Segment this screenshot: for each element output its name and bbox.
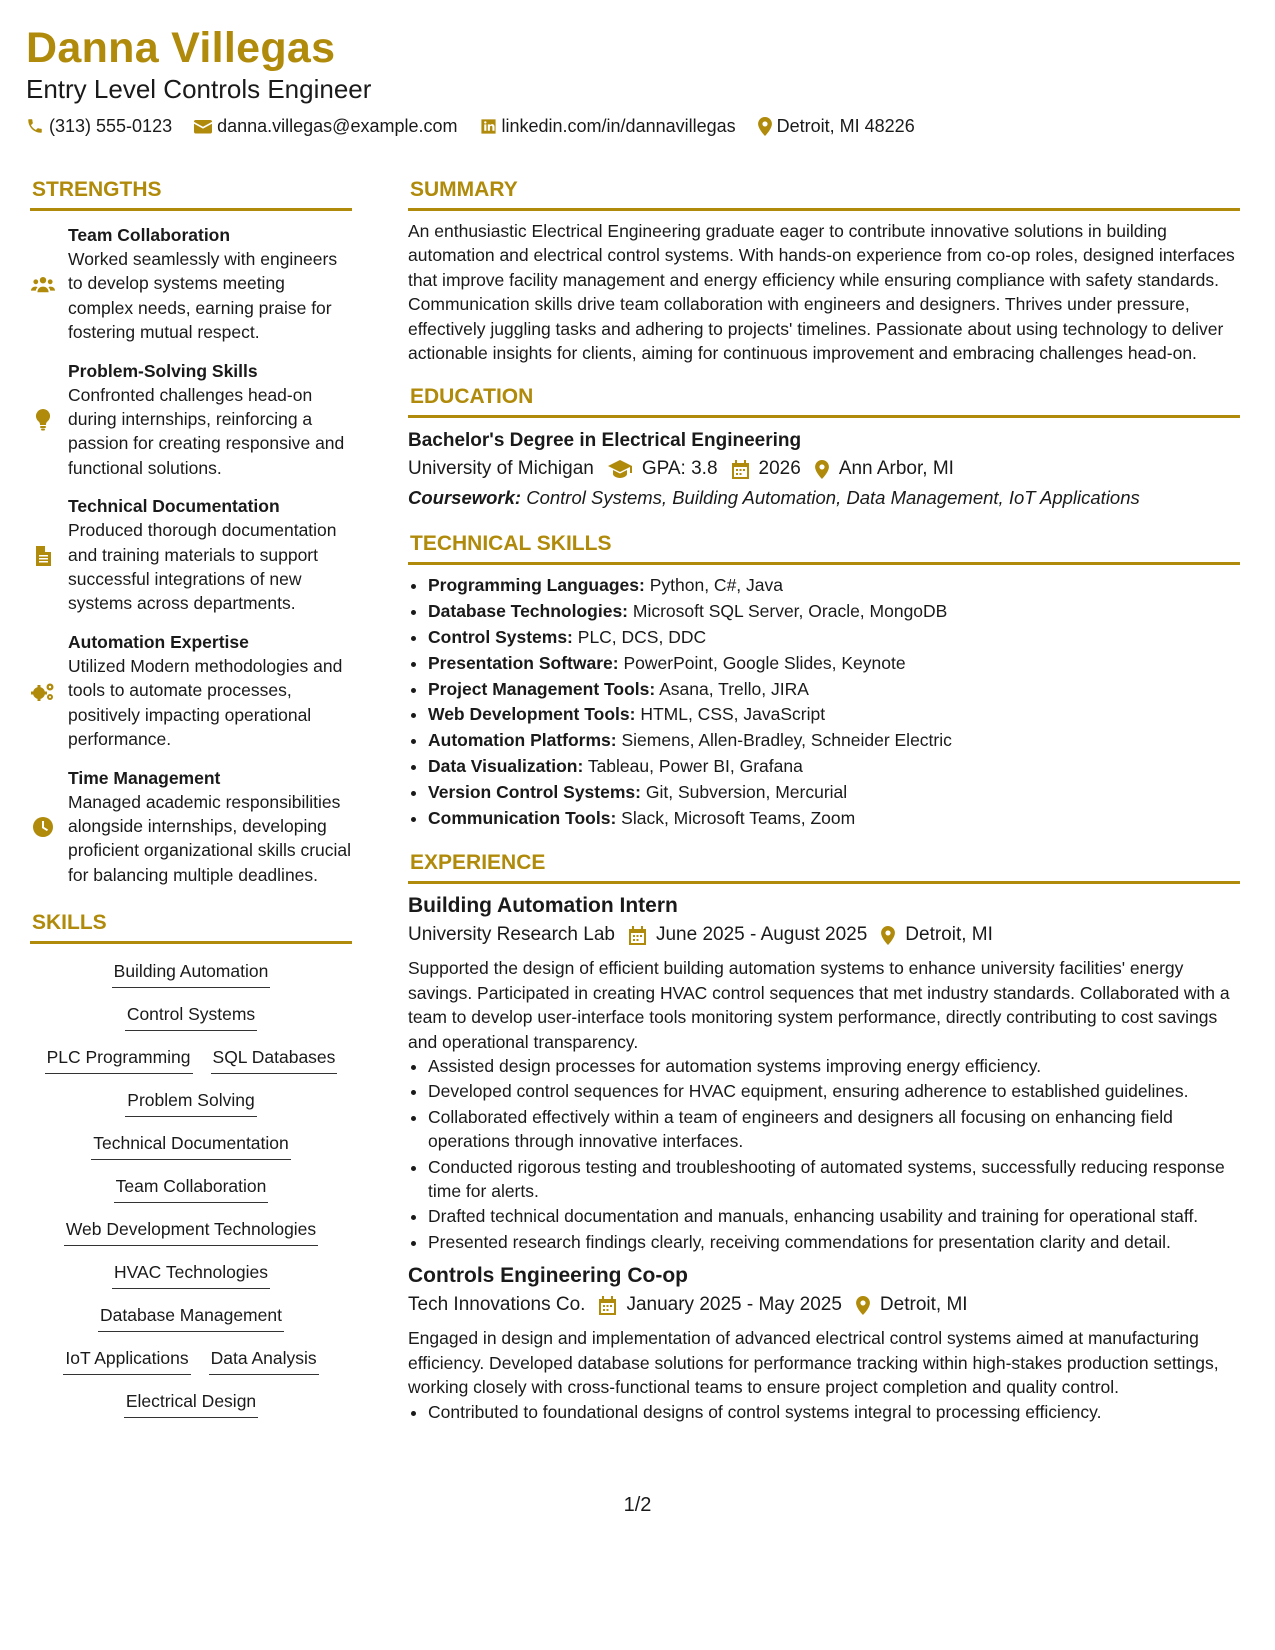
skill-values: PLC, DCS, DDC [577, 627, 707, 648]
left-column [30, 176, 352, 1431]
list-item [428, 677, 1240, 703]
list-item [428, 702, 1240, 728]
skill-category: Data Visualization: [428, 756, 584, 777]
company-name: Tech Innovations Co. [408, 1294, 586, 1316]
summary-text: An enthusiastic Electrical Engineering graduate eager to contribute innovative solutions in building automation and electrical control systems. With hands-on experience from co-op roles, designed interfaces that improve facility management and energy efficiency while ensuring compliance with safety standards. Communication skills drive team collaboration with engineers and designers. Thrives under pressure, effectively juggling tasks and adhering to projects' timelines. Passionate about using technology to deliver actionable insights for clients, aiming for continuous improvement and embracing challenges head-on. [408, 221, 1235, 364]
skill-tag: Problem Solving [125, 1087, 256, 1117]
skill-tag: PLC Programming [45, 1044, 193, 1074]
candidate-role: Entry Level Controls Engineer [26, 74, 372, 104]
job-dates: June 2025 - August 2025 [655, 924, 868, 946]
skill-category: Control Systems: [428, 627, 573, 648]
job-summary: Engaged in design and implementation of advanced electrical control systems aimed at manufacturing efficiency. Developed database solutions for performance tracking within high-stakes production settings, working closely with cross-functional teams to ensure project completion and quality control. [408, 1328, 1219, 1398]
right-column [408, 176, 1240, 1425]
candidate-name: Danna Villegas [26, 24, 336, 72]
skills-heading: SKILLS [30, 909, 352, 944]
contact-bar [26, 114, 1245, 138]
strength-item [30, 630, 352, 752]
contact-linkedin[interactable] [480, 114, 736, 138]
strength-item [30, 494, 352, 616]
education-heading: EDUCATION [408, 383, 1240, 418]
list-item: • Developed control sequences for HVAC equipment, ensuring adherence to established guidelines. [428, 1079, 1240, 1103]
experience-heading: EXPERIENCE [408, 849, 1240, 884]
map-pin-icon [815, 460, 829, 479]
phone-icon [26, 117, 44, 135]
skill-tag: Web Development Technologies [64, 1216, 318, 1246]
location-text: Detroit, MI 48226 [776, 116, 915, 136]
technical-skills-list [408, 573, 1240, 831]
list-item [428, 625, 1240, 651]
skill-values: PowerPoint, Google Slides, Keynote [623, 652, 906, 673]
list-item: • Collaborated effectively within a team of engineers and designers all focusing on enhancing field operations through innovative interfaces. [428, 1105, 1240, 1154]
skill-category: Communication Tools: [428, 807, 617, 828]
skill-category: Automation Platforms: [428, 730, 617, 751]
skill-tag: Team Collaboration [114, 1173, 269, 1203]
skill-values: Microsoft SQL Server, Oracle, MongoDB [632, 601, 948, 622]
strength-title: Technical Documentation [68, 496, 280, 517]
job-bullets [408, 1400, 1240, 1424]
skill-values: HTML, CSS, JavaScript [640, 704, 826, 725]
strength-desc: Managed academic responsibilities alongside internships, developing proficient organizational skills crucial for balancing multiple deadlines. [68, 791, 352, 885]
graduation-cap-icon [608, 460, 632, 478]
list-item [428, 651, 1240, 677]
resume-header [26, 22, 1245, 138]
company-name: University Research Lab [408, 924, 615, 946]
skill-tag: IoT Applications [63, 1345, 190, 1375]
map-pin-icon [881, 926, 895, 945]
experience-entry [408, 1262, 1240, 1424]
strengths-heading: STRENGTHS [30, 176, 352, 211]
list-item [428, 780, 1240, 806]
list-item [428, 573, 1240, 599]
job-location: Detroit, MI [905, 924, 993, 946]
list-item [428, 728, 1240, 754]
job-title: Controls Engineering Co-op [408, 1264, 688, 1288]
contact-phone[interactable] [26, 114, 172, 138]
strength-desc: Produced thorough documentation and training materials to support successful integrations of new systems across departments. [68, 520, 337, 614]
strength-title: Team Collaboration [68, 225, 231, 245]
skill-category: Project Management Tools: [428, 678, 656, 699]
skill-category: Presentation Software: [428, 652, 619, 673]
strength-item [30, 223, 352, 345]
experience-entry [408, 892, 1240, 1254]
strengths-list [30, 223, 352, 887]
list-item: • Assisted design processes for automation systems improving energy efficiency. [428, 1054, 1240, 1078]
calendar-icon [599, 1296, 616, 1315]
skill-category: Web Development Tools: [428, 704, 636, 725]
strength-title: Time Management [68, 767, 221, 788]
skill-values: Siemens, Allen-Bradley, Schneider Electric [621, 730, 952, 751]
skill-tag: Building Automation [112, 958, 271, 988]
gpa-text: GPA: 3.8 [641, 458, 718, 480]
job-title: Building Automation Intern [408, 894, 678, 918]
map-pin-icon [758, 117, 772, 136]
job-bullets [408, 1054, 1240, 1254]
list-item [428, 599, 1240, 625]
page-number: 1/2 [623, 1494, 652, 1516]
strength-desc: Confronted challenges head-on during internships, reinforcing a passion for creating responsive and functional solutions. [68, 384, 345, 478]
summary-heading: SUMMARY [408, 176, 1240, 211]
coursework [408, 484, 1240, 512]
calendar-icon [629, 926, 646, 945]
coursework-list: Control Systems, Building Automation, Data Management, IoT Applications [526, 487, 1140, 509]
graduation-year: 2026 [758, 458, 801, 480]
skill-category: Database Technologies: [428, 601, 629, 622]
skill-tag: Database Management [98, 1302, 284, 1332]
skill-tag: Control Systems [125, 1001, 257, 1031]
skill-values: Python, C#, Java [649, 575, 783, 596]
clock-icon [30, 766, 56, 888]
strength-title: Automation Expertise [68, 631, 249, 652]
skill-tag: HVAC Technologies [112, 1259, 270, 1289]
list-item: • Drafted technical documentation and manuals, enhancing usability and training for operational staff. [428, 1204, 1240, 1228]
skill-values: Git, Subversion, Mercurial [645, 781, 848, 802]
job-summary: Supported the design of efficient building automation systems to enhance university facilities' energy savings. Participated in creating HVAC control sequences that met industry standards. Collaborated with a team to develop user-interface tools monitoring system performance, directly contributing to cost savings and operational transparency. [408, 958, 1230, 1052]
calendar-icon [732, 460, 749, 479]
skill-values: Slack, Microsoft Teams, Zoom [621, 807, 856, 828]
linkedin-text: linkedin.com/in/dannavillegas [501, 116, 736, 136]
skill-values: Tableau, Power BI, Grafana [587, 756, 803, 777]
skill-values: Asana, Trello, JIRA [659, 678, 809, 699]
strength-title: Problem-Solving Skills [68, 360, 258, 381]
job-meta [408, 1290, 1240, 1320]
skill-tag: Data Analysis [209, 1345, 319, 1375]
skills-list [30, 958, 352, 1431]
school-name: University of Michigan [408, 458, 594, 480]
skill-category: Version Control Systems: [428, 781, 641, 802]
email-text: danna.villegas@example.com [217, 116, 458, 136]
education-meta [408, 454, 1240, 484]
strength-item [30, 766, 352, 888]
strength-desc: Utilized Modern methodologies and tools to automate processes, positively impacting operational performance. [68, 655, 343, 750]
job-location: Detroit, MI [879, 1294, 968, 1316]
map-pin-icon [856, 1296, 870, 1315]
linkedin-icon [480, 118, 497, 135]
phone-text: (313) 555-0123 [49, 116, 173, 136]
strength-item [30, 359, 352, 481]
list-item: • Presented research findings clearly, receiving commendations for presentation clarity and detail. [428, 1230, 1240, 1254]
contact-email[interactable] [194, 114, 457, 138]
strength-desc: Worked seamlessly with engineers to develop systems meeting complex needs, earning praise for fostering mutual respect. [68, 249, 338, 343]
envelope-icon [194, 118, 212, 134]
skill-tag: SQL Databases [211, 1044, 338, 1074]
contact-location [758, 114, 915, 138]
skill-tag: Electrical Design [124, 1388, 258, 1418]
list-item [428, 806, 1240, 832]
coursework-label: Coursework: [408, 487, 522, 509]
school-location: Ann Arbor, MI [838, 458, 954, 480]
skill-category: Programming Languages: [428, 575, 645, 596]
job-dates: January 2025 - May 2025 [626, 1294, 842, 1316]
skill-tag: Technical Documentation [91, 1130, 291, 1160]
job-meta [408, 920, 1240, 950]
list-item [428, 754, 1240, 780]
gears-icon [30, 630, 56, 752]
document-icon [30, 494, 56, 616]
technical-skills-heading: TECHNICAL SKILLS [408, 530, 1240, 565]
list-item: • Contributed to foundational designs of control systems integral to processing efficiency. [428, 1400, 1240, 1424]
degree-title: Bachelor's Degree in Electrical Engineering [408, 430, 802, 452]
list-item: • Conducted rigorous testing and troubleshooting of automated systems, successfully reducing response time for alerts. [428, 1155, 1240, 1204]
lightbulb-icon [30, 359, 56, 481]
users-icon [30, 223, 56, 345]
